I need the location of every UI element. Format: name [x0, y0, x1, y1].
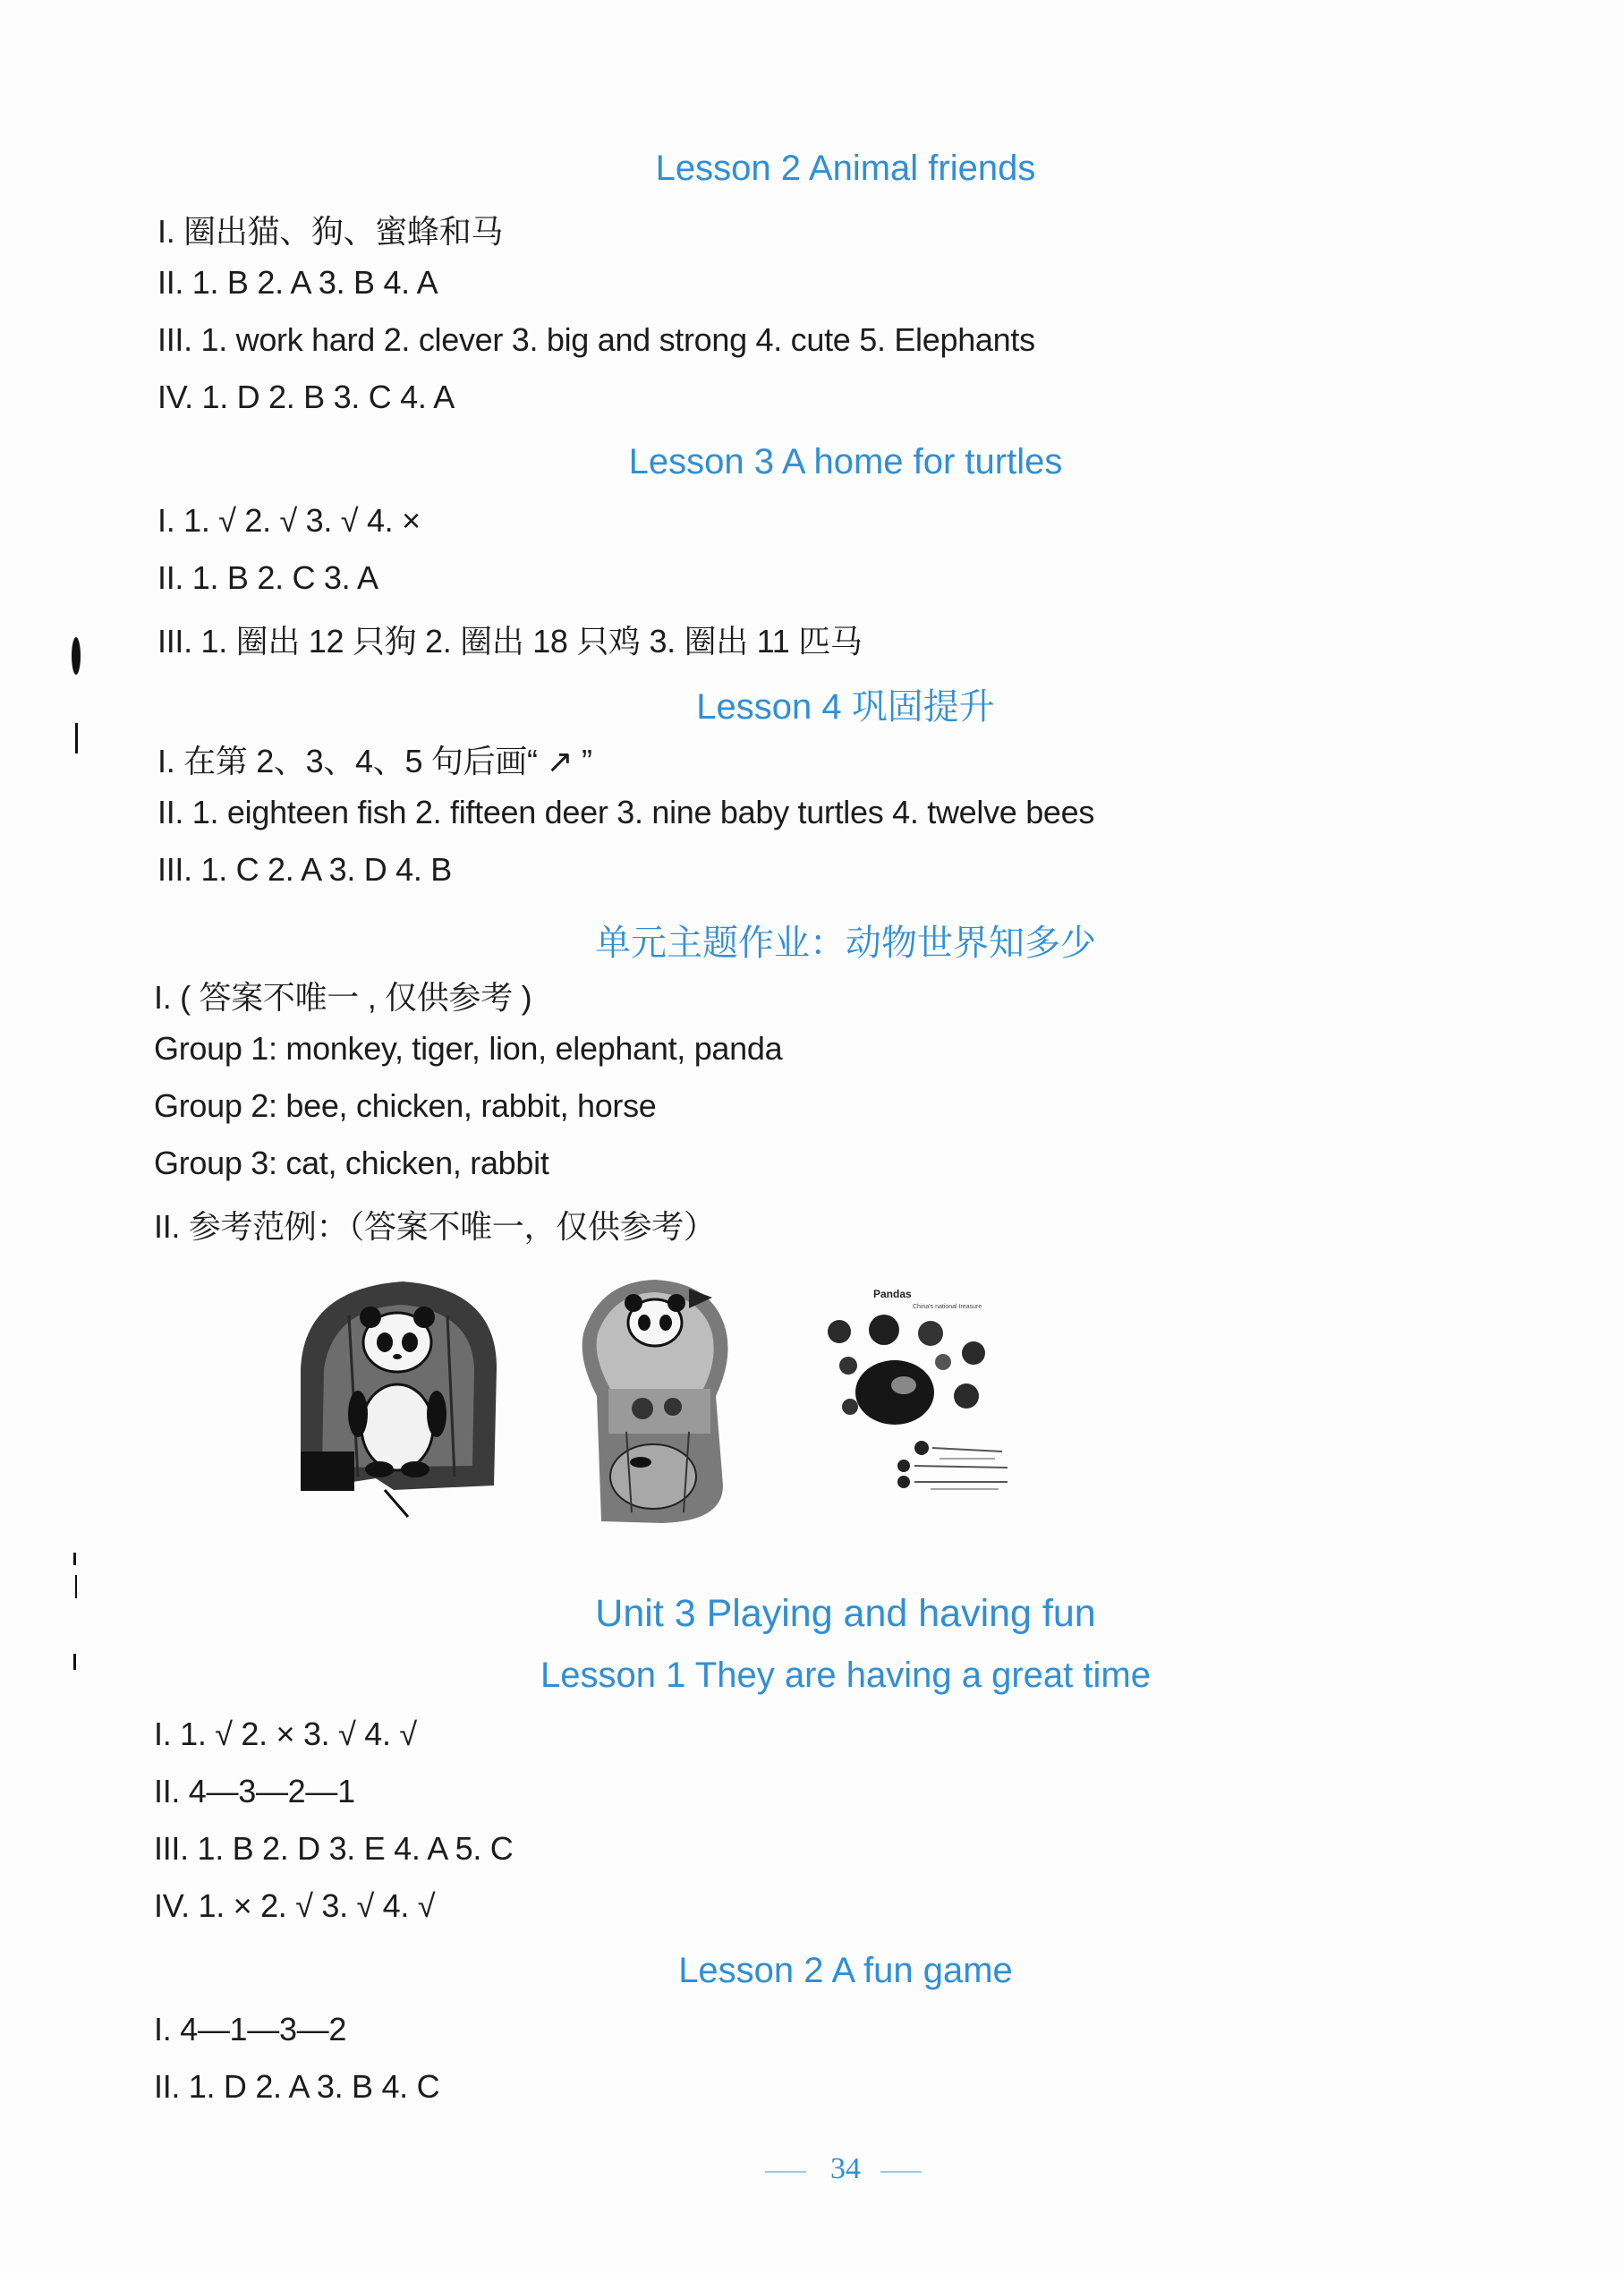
- answer-line: I. 在第 2、3、4、5 句后画“ ↗ ”: [157, 743, 592, 779]
- answer-line: Group 1: monkey, tiger, lion, elephant, panda: [154, 1030, 783, 1067]
- answer-line: III. 1. 圈出 12 只狗 2. 圈出 18 只鸡 3. 圈出 11 匹马: [157, 623, 863, 660]
- answer-line: III. 1. B 2. D 3. E 4. A 5. C: [154, 1830, 514, 1867]
- scan-mark: [73, 1553, 76, 1565]
- section-heading: Lesson 2 A fun game: [678, 1951, 1013, 1990]
- page-number-rule-right: [880, 2171, 922, 2173]
- answer-line: I. 1. √ 2. √ 3. √ 4. ×: [157, 502, 421, 539]
- answer-line: Group 3: cat, chicken, rabbit: [154, 1145, 549, 1181]
- answer-line: IV. 1. × 2. √ 3. √ 4. √: [154, 1887, 436, 1924]
- answer-line: II. 参考范例：（答案不唯一，仅供参考）: [154, 1208, 716, 1245]
- scan-mark: [72, 637, 81, 675]
- answer-line: III. 1. C 2. A 3. D 4. B: [157, 851, 452, 888]
- answer-line: Group 2: bee, chicken, rabbit, horse: [154, 1087, 657, 1124]
- panda-poster-image: [828, 1288, 1008, 1489]
- section-heading: 单元主题作业：动物世界知多少: [595, 924, 1096, 963]
- section-heading: Lesson 1 They are having a great time: [540, 1656, 1151, 1695]
- poster-subtitle: China's national treasure: [913, 1304, 982, 1310]
- answer-line: IV. 1. D 2. B 3. C 4. A: [157, 379, 455, 415]
- answer-line: III. 1. work hard 2. clever 3. big and strong 4. cute 5. Elephants: [157, 321, 1035, 358]
- answer-line: II. 1. D 2. A 3. B 4. C: [154, 2068, 440, 2105]
- unit-heading: Unit 3 Playing and having fun: [595, 1592, 1096, 1635]
- section-heading: Lesson 2 Animal friends: [655, 149, 1036, 188]
- poster-title: Pandas: [873, 1288, 912, 1300]
- scan-mark: [73, 1654, 76, 1670]
- panda-arch-image: [301, 1281, 497, 1517]
- answer-line: I. 1. √ 2. × 3. √ 4. √: [154, 1715, 417, 1752]
- answer-line: II. 1. eighteen fish 2. fifteen deer 3. nine baby turtles 4. twelve bees: [157, 794, 1095, 830]
- section-heading: Lesson 3 A home for turtles: [628, 442, 1063, 481]
- answer-line: I. ( 答案不唯一 , 仅供参考 ): [154, 979, 532, 1016]
- answer-line: I. 圈出猫、狗、蜜蜂和马: [157, 213, 504, 250]
- scan-mark: [75, 1575, 77, 1598]
- scan-mark: [75, 723, 78, 753]
- page-number: 34: [830, 2152, 861, 2185]
- answer-line: II. 1. B 2. C 3. A: [157, 559, 378, 596]
- answer-line: II. 4—3—2—1: [154, 1773, 355, 1809]
- panda-keyhole-image: [582, 1280, 728, 1523]
- answer-line: I. 4—1—3—2: [154, 2011, 347, 2047]
- answer-line: II. 1. B 2. A 3. B 4. A: [157, 264, 438, 301]
- section-heading: Lesson 4 巩固提升: [696, 687, 995, 727]
